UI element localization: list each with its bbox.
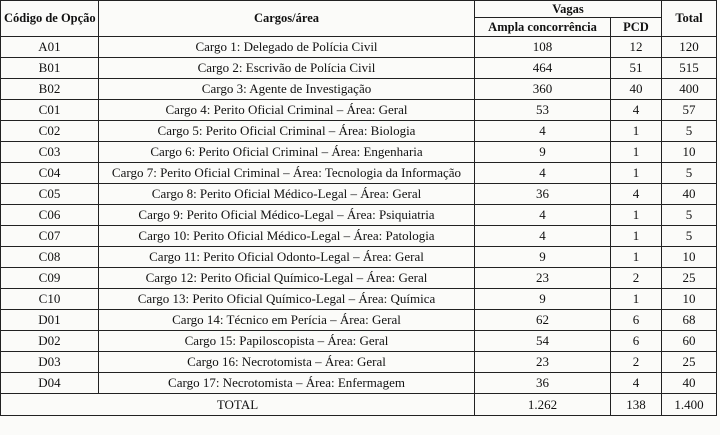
totals-label: TOTAL: [1, 394, 475, 416]
table-row: [1, 79, 717, 100]
cell-code: A01: [1, 37, 99, 58]
cell-ampla: 360: [475, 79, 611, 100]
table-row: [1, 100, 717, 121]
header-cargo: Cargos/área: [99, 1, 475, 37]
table-row: [1, 58, 717, 79]
cell-total: 40: [662, 373, 717, 394]
cell-code: C09: [1, 268, 99, 289]
table-header: [1, 1, 717, 37]
cell-ampla: 4: [475, 121, 611, 142]
cell-ampla: 23: [475, 268, 611, 289]
cell-cargo: Cargo 14: Técnico em Perícia – Área: Geral: [99, 310, 475, 331]
table-body: [1, 37, 717, 394]
cell-cargo: Cargo 9: Perito Oficial Médico-Legal – Área: Psiquiatria: [99, 205, 475, 226]
table-row: [1, 121, 717, 142]
table-row: [1, 289, 717, 310]
cell-pcd: 1: [611, 142, 662, 163]
cell-cargo: Cargo 16: Necrotomista – Área: Geral: [99, 352, 475, 373]
cell-cargo: Cargo 5: Perito Oficial Criminal – Área: Biologia: [99, 121, 475, 142]
table-row: [1, 142, 717, 163]
table-row: [1, 205, 717, 226]
cell-code: D02: [1, 331, 99, 352]
cell-code: D03: [1, 352, 99, 373]
table-row: [1, 310, 717, 331]
cell-pcd: 1: [611, 289, 662, 310]
cell-pcd: 6: [611, 331, 662, 352]
cell-code: D01: [1, 310, 99, 331]
cell-cargo: Cargo 7: Perito Oficial Criminal – Área: Tecnologia da Informação: [99, 163, 475, 184]
cell-ampla: 54: [475, 331, 611, 352]
header-total: Total: [662, 1, 717, 37]
cell-code: C08: [1, 247, 99, 268]
cell-ampla: 53: [475, 100, 611, 121]
table-footer: [1, 394, 717, 416]
cell-ampla: 9: [475, 142, 611, 163]
header-pcd: PCD: [611, 18, 662, 37]
cell-pcd: 40: [611, 79, 662, 100]
cell-total: 40: [662, 184, 717, 205]
table-row: [1, 373, 717, 394]
table-row: [1, 37, 717, 58]
cell-code: B01: [1, 58, 99, 79]
cell-total: 400: [662, 79, 717, 100]
cell-pcd: 1: [611, 247, 662, 268]
totals-total: 1.400: [662, 394, 717, 416]
cell-total: 10: [662, 289, 717, 310]
totals-pcd: 138: [611, 394, 662, 416]
cell-pcd: 1: [611, 121, 662, 142]
cell-ampla: 36: [475, 373, 611, 394]
table-row: [1, 184, 717, 205]
cell-code: C03: [1, 142, 99, 163]
cell-total: 10: [662, 247, 717, 268]
table-row: [1, 331, 717, 352]
cell-ampla: 62: [475, 310, 611, 331]
cell-pcd: 51: [611, 58, 662, 79]
cell-code: C05: [1, 184, 99, 205]
cell-cargo: Cargo 13: Perito Oficial Químico-Legal – Área: Química: [99, 289, 475, 310]
cell-total: 10: [662, 142, 717, 163]
header-code: Código de Opção: [1, 1, 99, 37]
cell-cargo: Cargo 8: Perito Oficial Médico-Legal – Área: Geral: [99, 184, 475, 205]
table-row: [1, 163, 717, 184]
cell-cargo: Cargo 4: Perito Oficial Criminal – Área: Geral: [99, 100, 475, 121]
cell-code: C10: [1, 289, 99, 310]
cell-cargo: Cargo 10: Perito Oficial Médico-Legal – Área: Patologia: [99, 226, 475, 247]
cell-code: B02: [1, 79, 99, 100]
table-row: [1, 352, 717, 373]
cell-code: C06: [1, 205, 99, 226]
cell-code: C07: [1, 226, 99, 247]
cell-cargo: Cargo 15: Papiloscopista – Área: Geral: [99, 331, 475, 352]
cell-pcd: 4: [611, 100, 662, 121]
cell-pcd: 2: [611, 352, 662, 373]
cell-total: 57: [662, 100, 717, 121]
cell-code: C02: [1, 121, 99, 142]
cell-cargo: Cargo 6: Perito Oficial Criminal – Área: Engenharia: [99, 142, 475, 163]
cell-ampla: 9: [475, 247, 611, 268]
table-row: [1, 247, 717, 268]
cell-pcd: 2: [611, 268, 662, 289]
cell-ampla: 23: [475, 352, 611, 373]
cell-cargo: Cargo 12: Perito Oficial Químico-Legal – Área: Geral: [99, 268, 475, 289]
totals-row: [1, 394, 717, 416]
cell-ampla: 108: [475, 37, 611, 58]
table-row: [1, 226, 717, 247]
cell-total: 5: [662, 226, 717, 247]
cell-total: 25: [662, 352, 717, 373]
cell-pcd: 1: [611, 226, 662, 247]
cell-code: C04: [1, 163, 99, 184]
cell-total: 5: [662, 205, 717, 226]
cell-ampla: 4: [475, 163, 611, 184]
cell-total: 25: [662, 268, 717, 289]
cell-ampla: 4: [475, 226, 611, 247]
cell-total: 60: [662, 331, 717, 352]
cell-cargo: Cargo 11: Perito Oficial Odonto-Legal – Área: Geral: [99, 247, 475, 268]
table-row: [1, 268, 717, 289]
cell-code: C01: [1, 100, 99, 121]
cell-cargo: Cargo 17: Necrotomista – Área: Enfermagem: [99, 373, 475, 394]
cell-ampla: 4: [475, 205, 611, 226]
cell-total: 515: [662, 58, 717, 79]
header-ampla: Ampla concorrência: [475, 18, 611, 37]
cell-pcd: 1: [611, 163, 662, 184]
cell-ampla: 9: [475, 289, 611, 310]
cell-total: 68: [662, 310, 717, 331]
cell-ampla: 36: [475, 184, 611, 205]
cell-total: 5: [662, 121, 717, 142]
cell-pcd: 1: [611, 205, 662, 226]
cell-pcd: 4: [611, 184, 662, 205]
cell-pcd: 4: [611, 373, 662, 394]
cell-ampla: 464: [475, 58, 611, 79]
totals-ampla: 1.262: [475, 394, 611, 416]
cell-pcd: 6: [611, 310, 662, 331]
cell-cargo: Cargo 2: Escrivão de Polícia Civil: [99, 58, 475, 79]
cell-total: 120: [662, 37, 717, 58]
cell-code: D04: [1, 373, 99, 394]
cell-cargo: Cargo 3: Agente de Investigação: [99, 79, 475, 100]
cell-total: 5: [662, 163, 717, 184]
cell-cargo: Cargo 1: Delegado de Polícia Civil: [99, 37, 475, 58]
header-vagas: Vagas: [475, 1, 662, 18]
cell-pcd: 12: [611, 37, 662, 58]
